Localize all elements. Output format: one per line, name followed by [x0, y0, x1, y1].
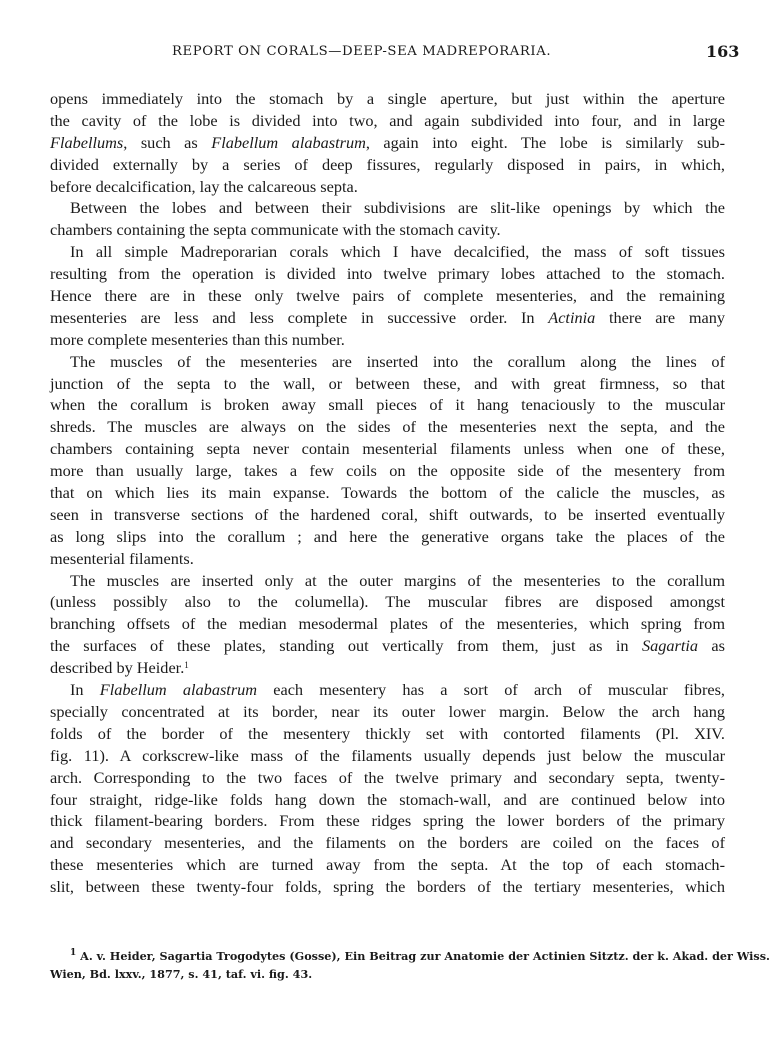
- text-segment: as: [698, 636, 725, 656]
- text-segment: when the corallum is broken away small pieces of it hang tenaciously to the muscular: [50, 395, 725, 415]
- text-segment: mesenteries are less and less complete in successive order. In: [50, 307, 549, 327]
- text-line: [50, 810, 725, 832]
- text-line: [50, 88, 725, 110]
- text-segment: The muscles of the mesenteries are inserted into the corallum along the lines of: [70, 351, 725, 371]
- text-segment: four straight, ridge-like folds hang down the stomach-wall, and are continued below into: [50, 789, 725, 809]
- text-line: [50, 394, 725, 416]
- text-line: [50, 132, 725, 154]
- text-segment: as long slips into the corallum ; and here the generative organs take the places of the: [50, 526, 725, 546]
- text-segment: branching offsets of the median mesodermal plates of the mesenteries, which spring from: [50, 614, 725, 634]
- text-line: [50, 438, 725, 460]
- italic-term: Actinia: [548, 307, 596, 327]
- running-head: [0, 44, 776, 68]
- text-line: [50, 110, 725, 132]
- text-line: [50, 197, 725, 219]
- text-line: [50, 351, 725, 373]
- text-line: [50, 723, 725, 745]
- text-line: [50, 876, 725, 898]
- text-line: [50, 854, 725, 876]
- text-line: [50, 657, 725, 679]
- text-line: [50, 701, 725, 723]
- text-line: [50, 219, 725, 241]
- text-line: [50, 548, 725, 570]
- text-segment: chambers containing the septa communicate with the stomach cavity.: [50, 220, 501, 240]
- text-segment: slit, between these twenty-four folds, spring the borders of the tertiary mesenteries, which: [50, 877, 725, 897]
- italic-term: Flabellums: [50, 132, 124, 152]
- text-line: [50, 613, 725, 635]
- text-line: [50, 460, 725, 482]
- text-segment: , again into eight. The lobe is similarly sub-: [365, 132, 725, 152]
- text-segment: chambers containing septa never contain mesenterial filaments unless when one of these,: [50, 439, 725, 459]
- page-number: 163: [706, 42, 740, 61]
- text-line: [50, 329, 725, 351]
- text-segment: The muscles are inserted only at the outer margins of the mesenteries to the corallum: [70, 570, 725, 590]
- italic-term: Sagartia: [641, 636, 699, 656]
- footnote-reference: 1: [184, 660, 189, 671]
- text-line: [50, 789, 725, 811]
- text-segment: In all simple Madreporarian corals which I have decalcified, the mass of soft tissues: [70, 242, 725, 262]
- text-segment: before decalcification, lay the calcareous septa.: [50, 176, 358, 196]
- text-line: [50, 832, 725, 854]
- text-line: [50, 504, 725, 526]
- text-segment: divided externally by a series of deep fissures, regularly disposed in pairs, in which,: [50, 154, 725, 174]
- text-segment: , such as: [123, 132, 212, 152]
- text-segment: there are many: [595, 307, 725, 327]
- text-line: [50, 635, 725, 657]
- footnote-line: Wien, Bd. lxxv., 1877, s. 41, taf. vi. fig. 43.: [50, 967, 313, 981]
- text-line: [50, 570, 725, 592]
- text-segment: resulting from the operation is divided into twelve primary lobes attached to the stomach.: [50, 264, 725, 284]
- text-line: [50, 176, 725, 198]
- text-segment: described by Heider.: [50, 658, 185, 678]
- text-segment: shreds. The muscles are always on the sides of the mesenteries next the septa, and the: [50, 417, 725, 437]
- italic-term: Flabellum alabastrum: [99, 680, 258, 700]
- text-segment: opens immediately into the stomach by a single aperture, but just within the aperture: [50, 89, 725, 108]
- text-line: [50, 154, 725, 176]
- text-segment: In: [70, 680, 100, 700]
- running-title: REPORT ON CORALS—DEEP-SEA MADREPORARIA.: [172, 44, 552, 59]
- body-text: [50, 88, 725, 898]
- text-segment: folds of the border of the mesentery thickly set with contorted filaments (Pl. XIV.: [50, 723, 725, 743]
- text-line: [50, 285, 725, 307]
- text-line: [50, 263, 725, 285]
- text-line: [50, 591, 725, 613]
- text-segment: seen in transverse sections of the hardened coral, shift outwards, to be inserted eventually: [50, 504, 725, 524]
- text-line: [50, 679, 725, 701]
- text-segment: the cavity of the lobe is divided into two, and again subdivided into four, and in large: [50, 110, 725, 130]
- text-segment: arch. Corresponding to the two faces of the twelve primary and secondary septa, twenty-: [50, 767, 725, 787]
- text-segment: specially concentrated at its border, near its outer lower margin. Below the arch hang: [50, 701, 725, 721]
- text-line: [50, 241, 725, 263]
- text-line: [50, 526, 725, 548]
- text-line: [50, 416, 725, 438]
- footnote-line: [50, 947, 770, 965]
- text-line: [50, 373, 725, 395]
- italic-term: Flabellum alabastrum: [211, 132, 366, 152]
- text-segment: Between the lobes and between their subdivisions are slit-like openings by which the: [70, 198, 725, 218]
- footnotes: [50, 947, 770, 983]
- text-line: [50, 767, 725, 789]
- text-line: [50, 745, 725, 767]
- text-segment: these mesenteries which are turned away from the septa. At the top of each stomach-: [50, 855, 725, 875]
- text-line: [50, 307, 725, 329]
- text-segment: each mesentery has a sort of arch of muscular fibres,: [257, 680, 726, 700]
- text-segment: that on which lies its main expanse. Towards the bottom of the calicle the muscles, as: [50, 483, 725, 503]
- footnote-text: A. v. Heider, Sagartia Trogodytes (Gosse), Ein Beitrag zur Anatomie der Actinien Sitztz. der k. Akad. der Wiss.: [80, 949, 770, 963]
- text-segment: mesenterial filaments.: [50, 548, 194, 568]
- text-segment: Hence there are in these only twelve pairs of complete mesenteries, and the remaining: [50, 286, 725, 306]
- text-segment: the surfaces of these plates, standing out vertically from them, just as in: [50, 636, 642, 656]
- text-segment: (unless possibly also to the columella). The muscular fibres are disposed amongst: [50, 592, 725, 612]
- text-segment: thick filament-bearing borders. From these ridges spring the lower borders of the primary: [50, 811, 725, 831]
- footnote-marker: 1: [70, 948, 77, 958]
- text-segment: more complete mesenteries than this number.: [50, 329, 345, 349]
- text-segment: and secondary mesenteries, and the filaments on the borders are coiled on the faces of: [50, 833, 725, 853]
- text-segment: fig. 11). A corkscrew-like mass of the filaments usually depends just below the muscular: [50, 745, 725, 765]
- text-segment: more than usually large, takes a few coils on the opposite side of the mesentery from: [50, 461, 725, 481]
- text-segment: junction of the septa to the wall, or between these, and with great firmness, so that: [50, 373, 725, 393]
- text-line: [50, 482, 725, 504]
